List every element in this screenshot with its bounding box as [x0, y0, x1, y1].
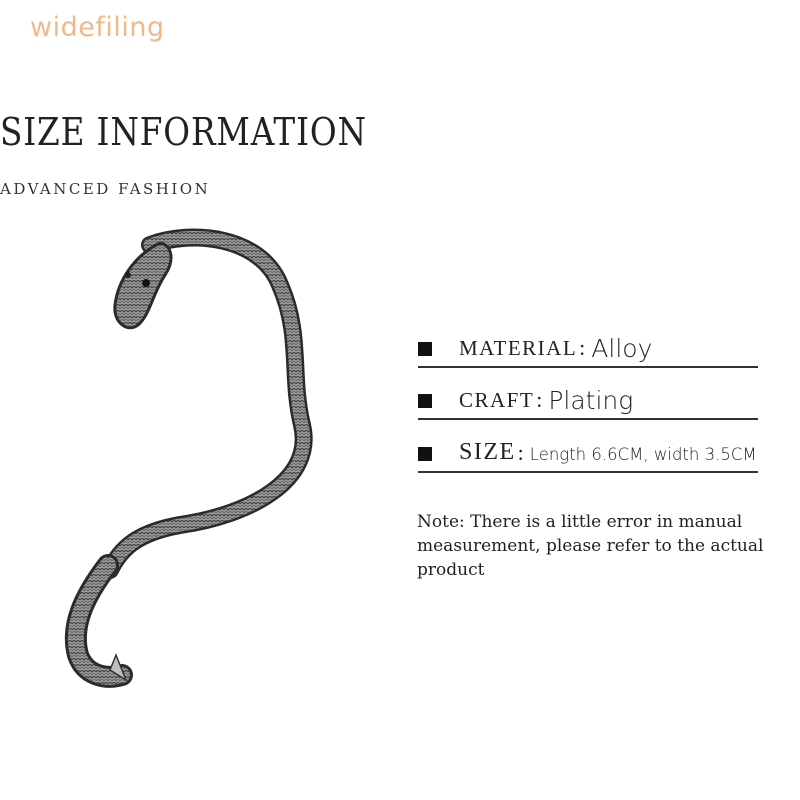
spec-row-craft: CRAFT : Plating [418, 384, 758, 420]
page-subtitle: ADVANCED FASHION [0, 180, 211, 198]
snake-ear-cuff-image [40, 225, 340, 695]
measurement-note: Note: There is a little error in manual measurement, please refer to the actual product [417, 512, 764, 580]
spec-value: Length 6.6CM, width 3.5CM [529, 445, 757, 464]
spec-key: MATERIAL [459, 336, 578, 360]
spec-key: SIZE [459, 439, 516, 465]
page-title: SIZE INFORMATION [0, 110, 367, 154]
bullet-square-icon [418, 342, 432, 356]
spec-value: Alloy [591, 334, 653, 363]
bullet-square-icon [418, 394, 432, 408]
spec-key: CRAFT [459, 388, 535, 412]
spec-row-size: SIZE : Length 6.6CM, width 3.5CM [418, 437, 758, 473]
bullet-square-icon [418, 447, 432, 461]
brand-watermark: widefiling [30, 12, 165, 43]
spec-row-material: MATERIAL : Alloy [418, 332, 758, 368]
snake-eye-icon [142, 279, 150, 287]
spec-value: Plating [548, 386, 634, 415]
